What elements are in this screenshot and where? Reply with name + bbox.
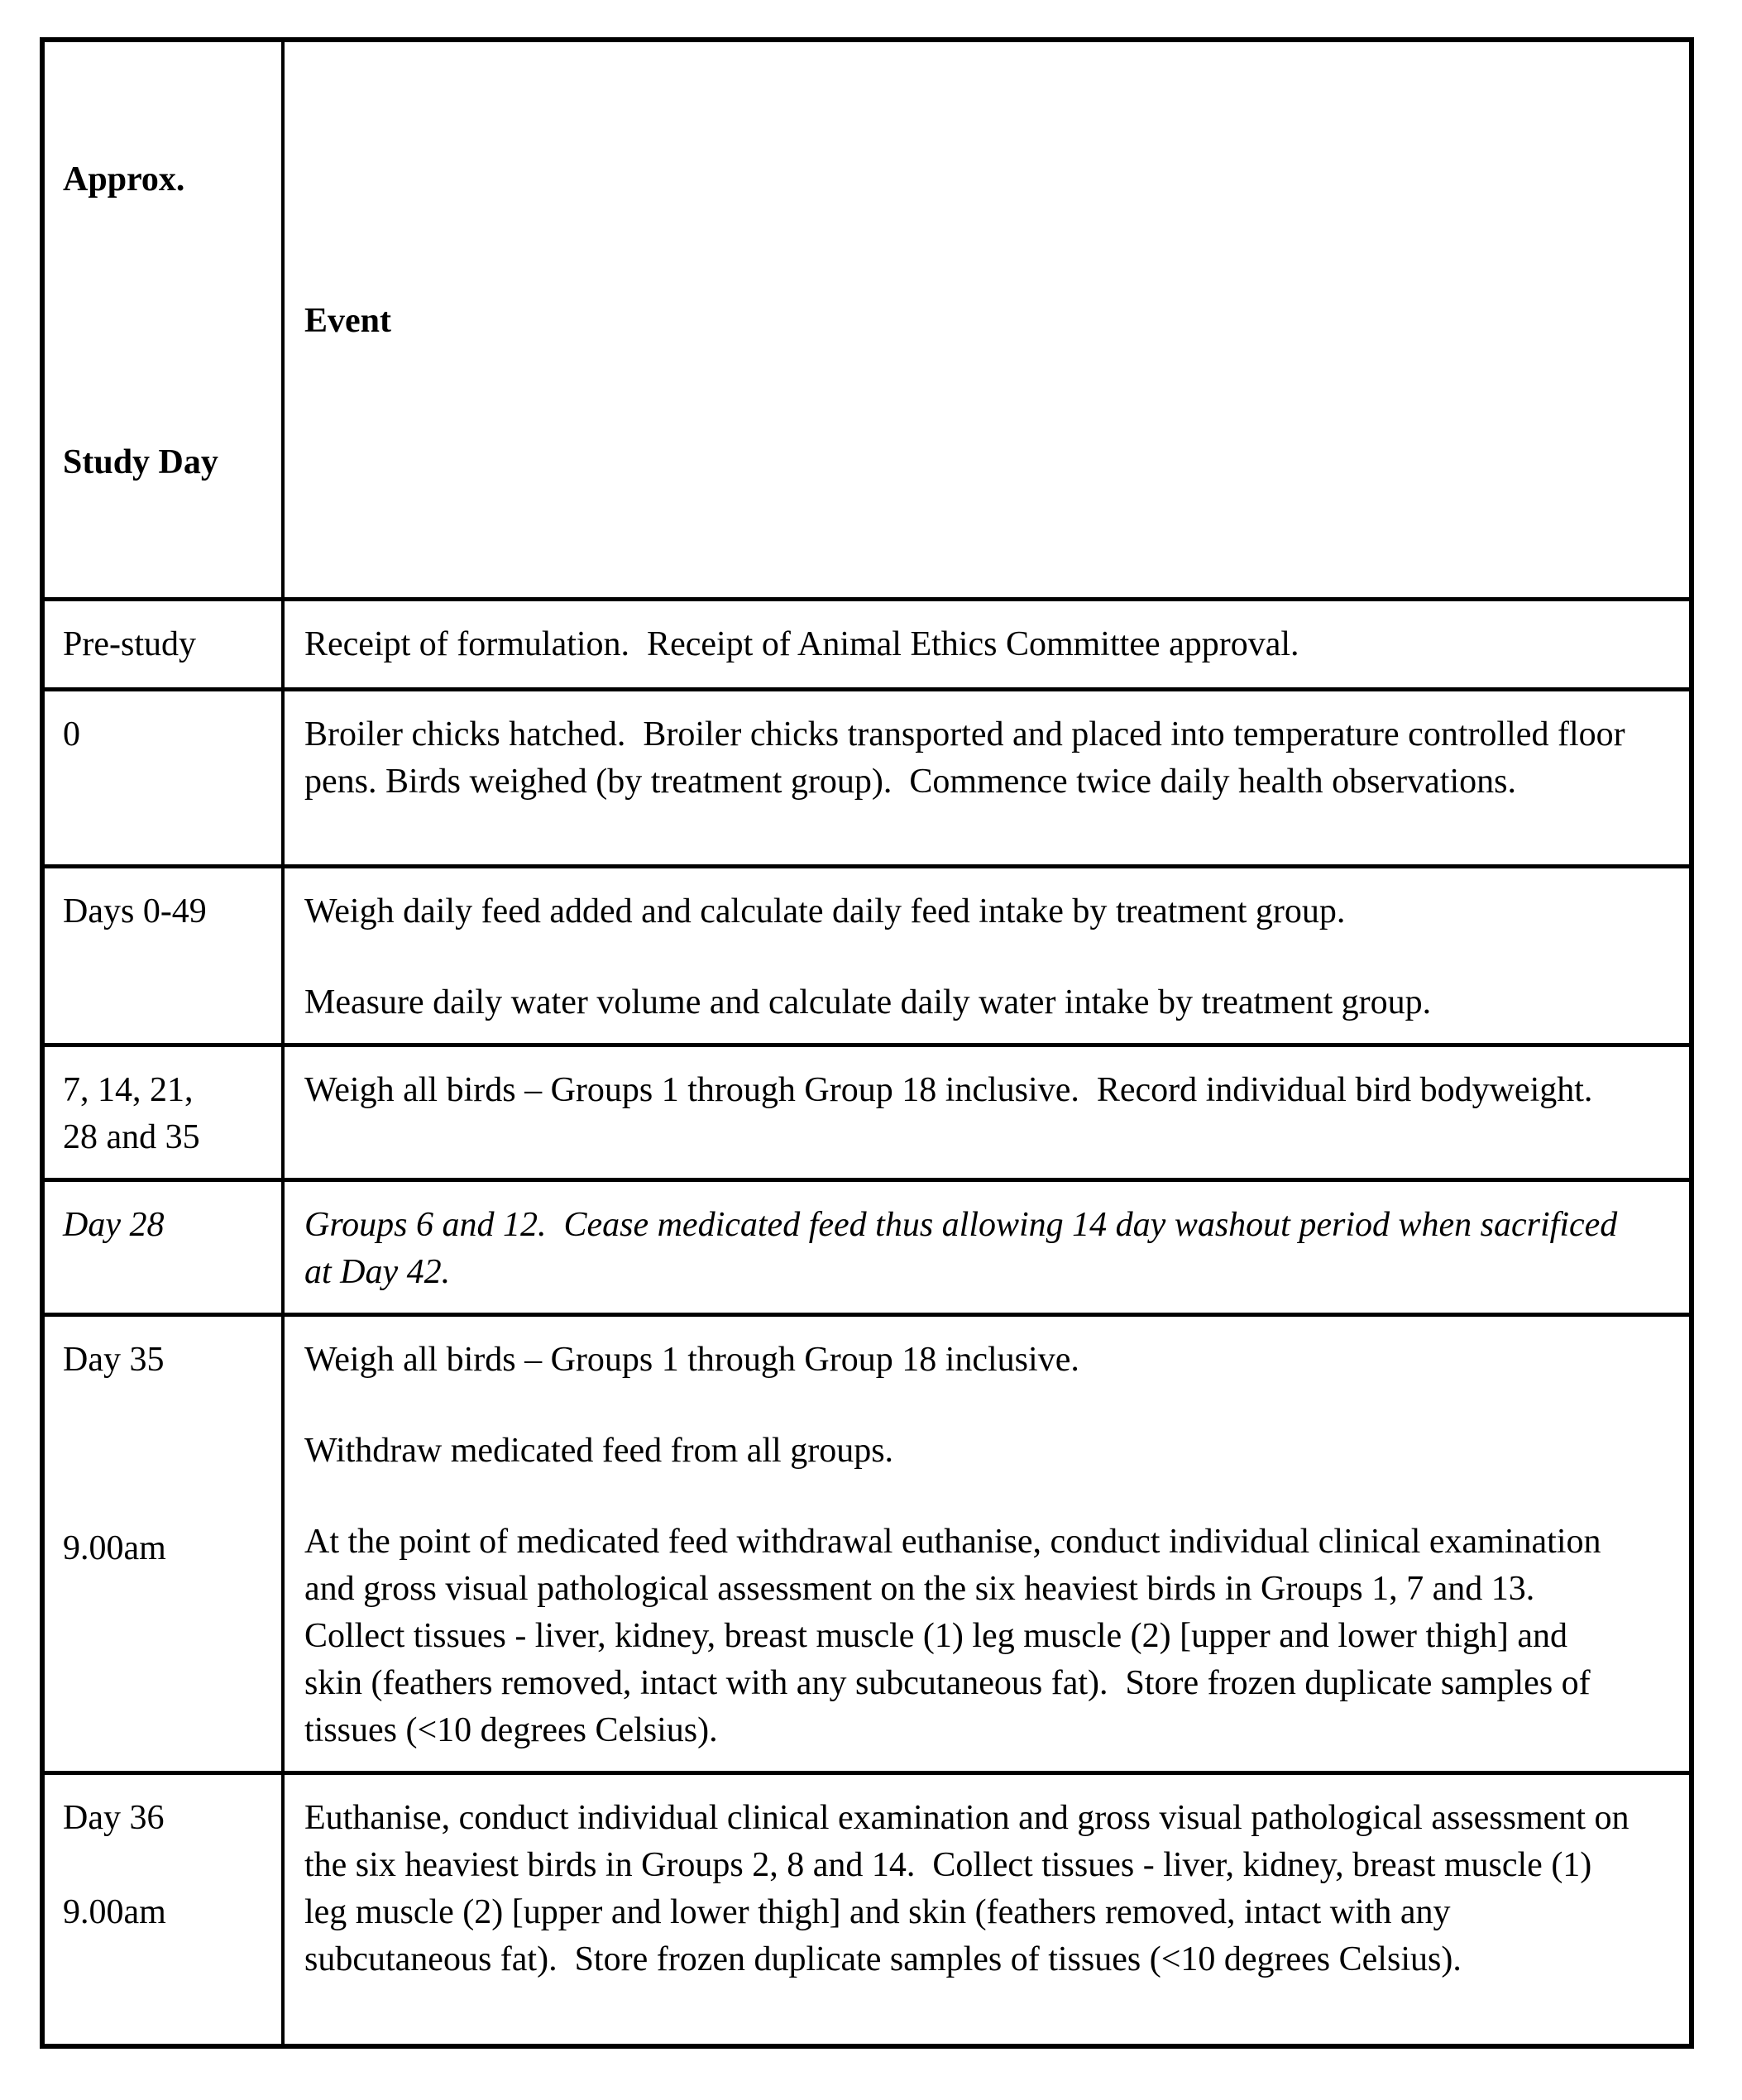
study-day-text: 9.00am (63, 1529, 166, 1567)
event-paragraph: Measure daily water volume and calculate daily water intake by treatment group. (304, 983, 1432, 1021)
table-row (45, 597, 1689, 687)
study-day-spacer (63, 1842, 271, 1889)
study-day-header-text: Study Day (63, 443, 218, 481)
study-day-text: 9.00am (63, 1893, 166, 1931)
event-paragraph: At the point of medicated feed withdrawal euthanise, conduct individual clinical examination and gross visual pathological assessment on the six heaviest birds in Groups 1, 7 and 13. Collect tissues - liver, kidney, breast muscle (1) leg muscle (2) [upper and lower thigh] and skin (feathers removed, intact with any subcutaneous fat). Store frozen duplicate samples of tissues (<10 degrees Celsius). (304, 1523, 1610, 1749)
event-cell (285, 601, 1689, 687)
study-day-cell (45, 601, 285, 687)
study-day-text: Days 0-49 (63, 892, 207, 930)
table-row (45, 1043, 1689, 1178)
event-paragraph: Weigh all birds – Groups 1 through Group 18 inclusive. Record individual bird bodyweight. (304, 1071, 1593, 1109)
study-day-header-spacer (63, 298, 271, 345)
study-day-spacer (63, 1431, 271, 1478)
event-paragraph: Groups 6 and 12. Cease medicated feed thus allowing 14 day washout period when sacrificed at Day 42. (304, 1206, 1626, 1291)
event-paragraph: Withdraw medicated feed from all groups. (304, 1432, 894, 1470)
event-cell (285, 868, 1689, 1043)
study-day-cell (45, 691, 285, 864)
study-day-text: Day 35 (63, 1341, 165, 1379)
event-paragraph: Weigh all birds – Groups 1 through Group 18 inclusive. (304, 1341, 1079, 1379)
table-row (45, 687, 1689, 864)
table-row (45, 1178, 1689, 1313)
event-paragraph: Weigh daily feed added and calculate daily feed intake by treatment group. (304, 892, 1346, 930)
study-day-header-cell (45, 42, 285, 597)
event-cell (285, 691, 1689, 864)
study-day-cell (45, 1775, 285, 2044)
table-header-row (45, 42, 1689, 597)
study-day-header-text: Approx. (63, 160, 185, 199)
study-day-cell (45, 1047, 285, 1178)
event-paragraph: Receipt of formulation. Receipt of Animal Ethics Committee approval. (304, 625, 1299, 663)
event-cell (285, 1775, 1689, 2044)
study-day-text: 7, 14, 21, (63, 1071, 194, 1109)
event-cell (285, 1317, 1689, 1771)
study-day-cell (45, 1317, 285, 1771)
event-paragraph: Broiler chicks hatched. Broiler chicks transported and placed into temperature controlled floor pens. Birds weighed (by treatment group). Commence twice daily health observations. (304, 715, 1634, 801)
study-day-text: Pre-study (63, 625, 196, 663)
study-day-spacer (63, 1384, 271, 1431)
study-day-text: 28 and 35 (63, 1118, 200, 1156)
study-day-cell (45, 1182, 285, 1313)
event-cell (285, 1182, 1689, 1313)
event-header-text: Event (304, 302, 391, 340)
study-day-spacer (63, 1478, 271, 1525)
event-cell (285, 1047, 1689, 1178)
study-day-text: Day 36 (63, 1799, 165, 1837)
study-schedule-table (40, 37, 1694, 2049)
table-row (45, 864, 1689, 1043)
table-row (45, 1313, 1689, 1771)
study-day-cell (45, 868, 285, 1043)
table-row (45, 1771, 1689, 2044)
study-day-text: Day 28 (63, 1206, 165, 1244)
study-day-text: 0 (63, 715, 80, 753)
event-paragraph: Euthanise, conduct individual clinical examination and gross visual pathological assessment on the six heaviest birds in Groups 2, 8 and 14. Collect tissues - liver, kidney, breast muscle (1) leg muscle (2) [upper and lower thigh] and skin (feathers removed, intact with any subcutaneous fat). Store frozen duplicate samples of tissues (<10 degrees Celsius). (304, 1799, 1638, 1978)
event-header-cell (285, 42, 1689, 597)
